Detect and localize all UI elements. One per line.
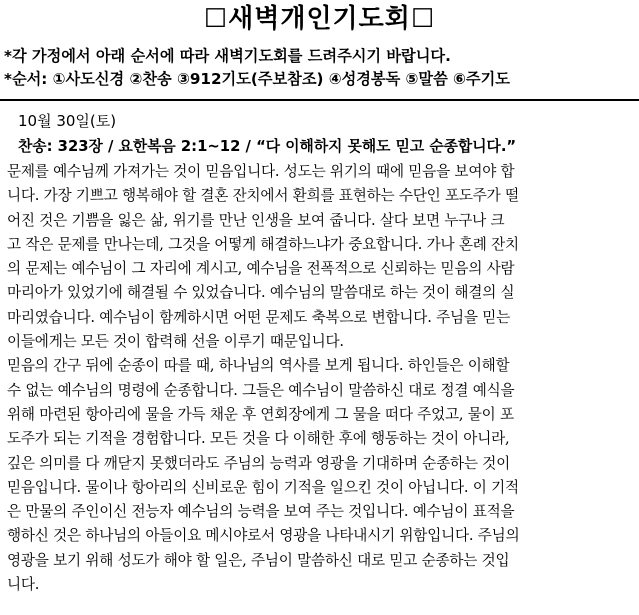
body-text-line: 어진 것은 기쁨을 잃은 삶, 위기를 만난 인생을 보여 줍니다. 살다 보면 누구나 크 [7, 211, 505, 229]
body-text-line: 마리아가 있었기에 해결될 수 있었습니다. 예수님의 말씀대로 하는 것이 해결의 실 [7, 284, 515, 302]
page-title-text: 새벽개인기도회 [228, 4, 411, 34]
body-text-line: 의 문제는 예수님이 그 자리에 계시고, 예수님을 전폭적으로 신뢰하는 믿음의 사람 [7, 260, 515, 278]
body-text-line: 행하신 것은 하나님의 아들이요 메시야로서 영광을 나타내시기 위함입니다. 주님의 [7, 527, 520, 545]
entry-hymn-scripture: 찬송: 323장 / 요한복음 2:1~12 / “다 이해하지 못해도 믿고 순종합니다.” [18, 138, 517, 155]
section-divider [0, 99, 639, 101]
body-text-line: 니다. 가장 기쁘고 행복해야 할 결혼 잔치에서 환희를 표현하는 수단인 포도주가 떨 [7, 187, 519, 205]
body-text-line: 은 만물의 주인이신 전능자 예수님의 능력을 보여 주는 것입니다. 예수님이 표적을 [7, 503, 515, 521]
page-title [0, 2, 639, 36]
body-text-line: 문제를 예수님께 가져가는 것이 믿음입니다. 성도는 위기의 때에 믿음을 보여야 합 [7, 163, 515, 180]
devotion-body [7, 160, 633, 597]
body-text-line: 위해 마련된 항아리에 물을 가득 채운 후 연회장에게 그 물을 떠다 주었고, 물이 포 [7, 405, 514, 423]
body-text-line: 영광을 보기 위해 성도가 해야 할 일은, 주님이 말씀하신 대로 믿고 순종하는 것입 [7, 551, 510, 569]
body-text-line: 믿음입니다. 물이나 항아리의 신비로운 힘이 기적을 일으킨 것이 아닙니다. 이 기적 [7, 478, 519, 496]
intro-line-instruction: *각 가정에서 아래 순서에 따라 새벽기도회를 드려주시기 바랍니다. [4, 47, 451, 65]
body-text-line: 고 작은 문제를 만나는데, 그것을 어떻게 해결하느냐가 중요합니다. 가나 혼례 잔치 [7, 235, 519, 253]
body-text-line: 마리였습니다. 예수님이 함께하시면 어떤 문제도 축복으로 변합니다. 주님을 믿는 [7, 308, 511, 326]
intro-instructions [4, 45, 636, 91]
body-text-line: 믿음의 간구 뒤에 순종이 따를 때, 하나님의 역사를 보게 됩니다. 하인들은 이해할 [7, 357, 510, 375]
body-text-line: 도주가 되는 기적을 경험합니다. 모든 것을 다 이해한 후에 행동하는 것이 아니라, [7, 430, 510, 448]
body-text-line: 깊은 의미를 다 깨닫지 못했더라도 주님의 능력과 영광을 기대하며 순종하는 것이 [7, 454, 511, 472]
body-text-line: 니다. [7, 576, 40, 594]
intro-line-order: *순서: ①사도신경 ②찬송 ③912기도(주보참조) ④성경봉독 ⑤말씀 ⑥주기도 [4, 70, 510, 88]
checkbox-square-icon: ☐ [410, 4, 436, 34]
entry-date: 10월 30일(토) [18, 112, 117, 130]
body-text-line: 수 없는 예수님의 명령에 순종합니다. 그들은 예수님이 말씀하신 대로 정결 예식을 [7, 381, 515, 399]
checkbox-square-icon: ☐ [203, 4, 229, 34]
body-text-line: 이들에게는 모든 것이 합력해 선을 이루기 때문입니다. [7, 333, 344, 351]
